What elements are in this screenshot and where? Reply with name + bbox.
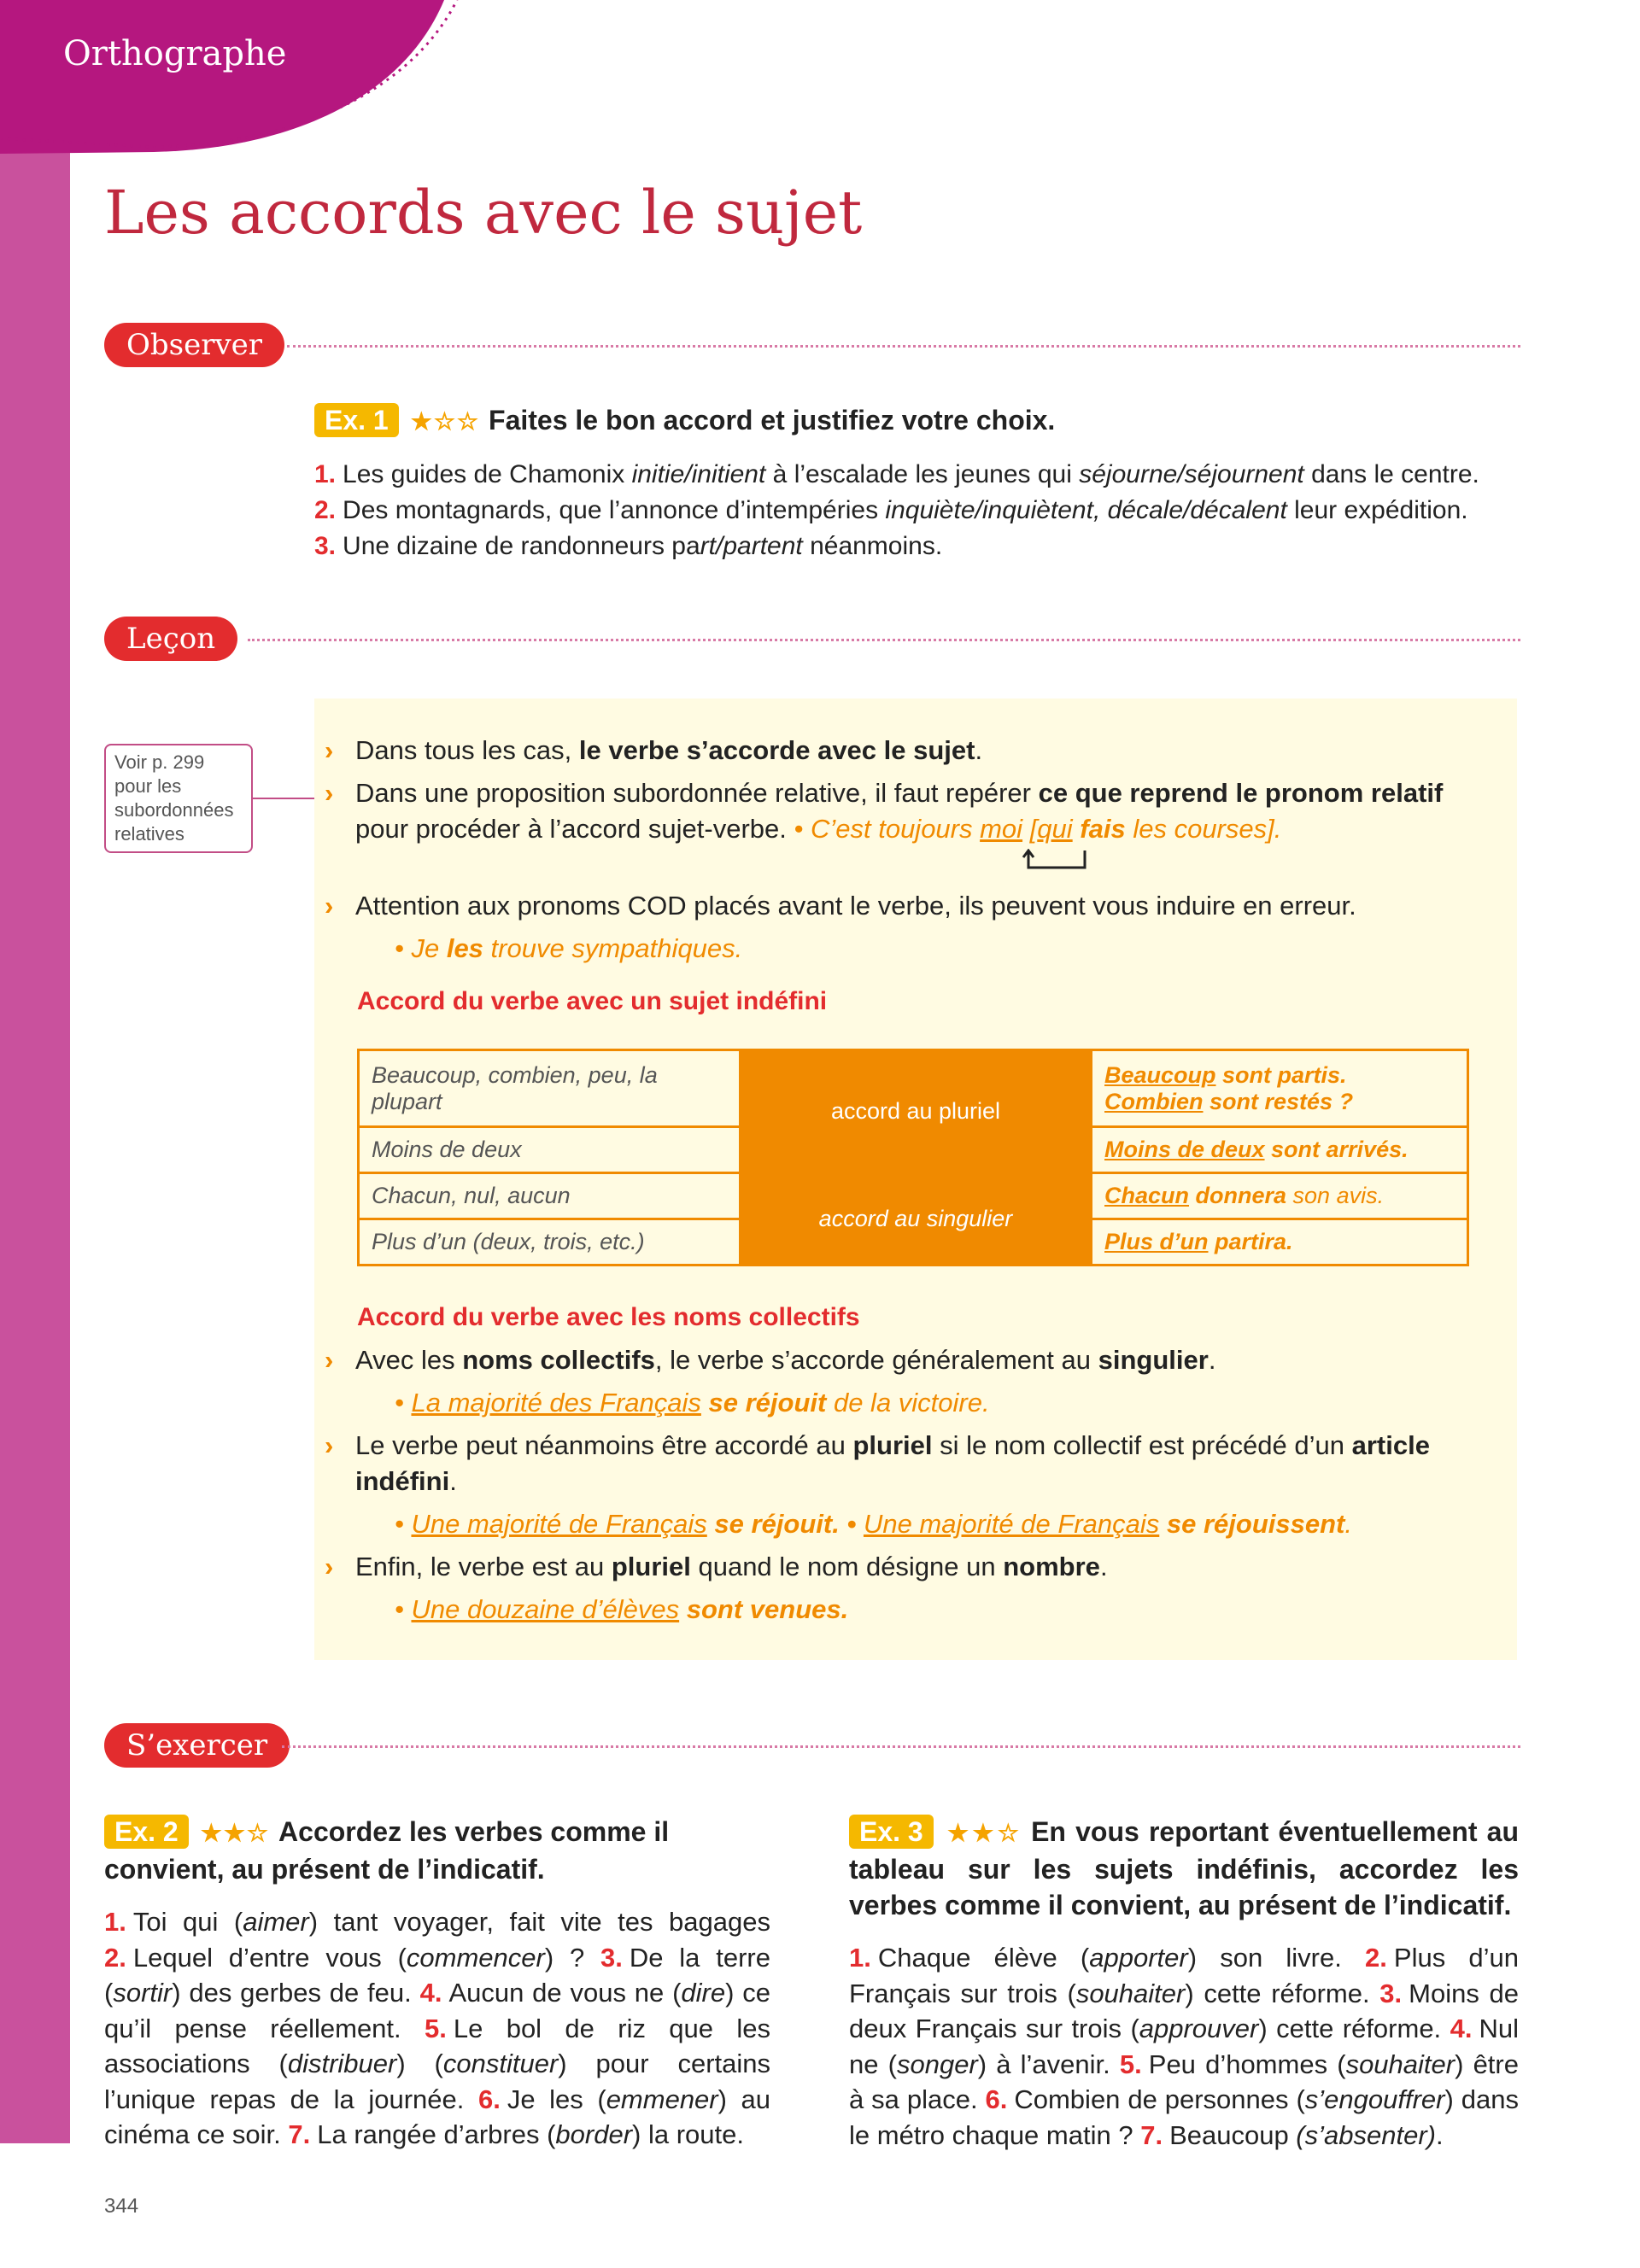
ex3-heading	[849, 1814, 1519, 1923]
section-label: Orthographe	[63, 34, 287, 73]
lecon-pill: Leçon	[104, 617, 237, 661]
list-item: 6. Combien de personnes (s’engouffrer) dans le métro chaque matin ?	[849, 2084, 1519, 2150]
page-title: Les accords avec le sujet	[104, 178, 863, 248]
rule-3-example: • Je les trouve sympathiques.	[395, 933, 743, 963]
sexercer-pill: S’exercer	[104, 1723, 290, 1768]
collectifs-example-3: • Une douzaine d’élèves sont venues.	[395, 1594, 849, 1624]
ex1-heading	[314, 403, 1055, 437]
chevron-right-icon: ›	[325, 891, 334, 921]
ex1-instruction: Faites le bon accord et justifiez votre choix.	[489, 405, 1056, 435]
ex3-label: Ex. 3	[849, 1815, 934, 1849]
list-item: 4. Nul ne (songer) à l’avenir.	[849, 2014, 1519, 2079]
observer-pill: Observer	[104, 323, 284, 367]
indefini-heading: Accord du verbe avec un sujet indéfini	[357, 987, 828, 1015]
table-row: Plus d’un (deux, trois, etc.) Plus d’un partira.	[359, 1219, 1468, 1266]
ex2-label: Ex. 2	[104, 1815, 189, 1849]
list-item: 3. Moins de deux Français sur trois (approuver) cette réforme.	[849, 1978, 1519, 2043]
chevron-right-icon: ›	[325, 735, 334, 765]
list-item: 7. Beaucoup (s’absenter).	[1140, 2119, 1444, 2150]
left-margin-band	[0, 0, 70, 2143]
ex1-label: Ex. 1	[314, 403, 399, 437]
ex3-instruction: En vous reportant éventuellement au tableau sur les sujets indéfinis, accordez les verbes comme il convient, au présent de l’indicatif.	[849, 1816, 1519, 1920]
collectifs-example-1: • La majorité des Français se réjouit de la victoire.	[395, 1388, 990, 1418]
indefini-table	[357, 1049, 1469, 1266]
rule-2: › Dans une proposition subordonnée relative, il faut repérer ce que reprend le pronom relatif pour procéder à l’accord sujet-verbe. • C’est toujours moi [qui fais les courses].	[355, 775, 1491, 847]
table-row: Chacun, nul, aucun accord au singulier Chacun donnera son avis.	[359, 1173, 1468, 1219]
list-item: 5. Le bol de riz que les associations (distribuer) (constituer) pour certains l’unique repas de la journée.	[104, 2013, 771, 2114]
chevron-right-icon: ›	[325, 1345, 334, 1375]
list-item: 2. Plus d’un Français sur trois (souhaiter) cette réforme.	[849, 1943, 1519, 2008]
ex1-stars: ★☆☆	[410, 408, 481, 435]
relative-arrow-icon	[1022, 849, 1090, 874]
collectifs-heading: Accord du verbe avec les noms collectifs	[357, 1303, 860, 1331]
list-item: 3. De la terre (sortir) des gerbes de feu.	[104, 1942, 770, 2008]
header-corner-shape	[0, 0, 478, 171]
lecon-divider	[248, 639, 1520, 641]
collectifs-rule-2: › Le verbe peut néanmoins être accordé au pluriel si le nom collectif est précédé d’un article indéfini.	[355, 1428, 1491, 1499]
chevron-right-icon: ›	[325, 1552, 334, 1581]
list-item: 5. Peu d’hommes (souhaiter) être à sa place.	[849, 2049, 1519, 2114]
chevron-right-icon: ›	[325, 778, 334, 808]
page-number: 344	[104, 2195, 139, 2218]
collectifs-rule-3: › Enfin, le verbe est au pluriel quand le nom désigne un nombre.	[355, 1549, 1491, 1585]
list-item: 1. Chaque élève (apporter) son livre.	[849, 1943, 1342, 1973]
ex3-items	[849, 1940, 1519, 2153]
sexercer-divider	[282, 1745, 1520, 1748]
ex2-stars: ★★☆	[200, 1820, 271, 1846]
list-item: 7. La rangée d’arbres (border) la route.	[288, 2119, 744, 2149]
rule-3: › Attention aux pronoms COD placés avant le verbe, ils peuvent vous induire en erreur.	[355, 888, 1491, 924]
list-item: 2. Des montagnards, que l’annonce d’intempéries inquiète/inquiètent, décale/décalent leur expédition.	[314, 496, 1468, 524]
list-item: 1. Toi qui (aimer) tant voyager, fait vite tes bagages	[104, 1907, 770, 1937]
list-item: 6. Je les (emmener) au cinéma ce soir.	[104, 2084, 771, 2149]
ex2-instruction: Accordez les verbes comme il convient, au présent de l’indicatif.	[104, 1816, 670, 1885]
chevron-right-icon: ›	[325, 1430, 334, 1460]
rule-1: › Dans tous les cas, le verbe s’accorde avec le sujet.	[355, 733, 1491, 769]
list-item: 2. Lequel d’entre vous (commencer) ?	[104, 1942, 585, 1973]
ex1-items	[314, 457, 1527, 564]
observer-divider	[287, 345, 1520, 348]
table-row: Moins de deux Moins de deux sont arrivés.	[359, 1127, 1468, 1173]
table-row: Beaucoup, combien, peu, la plupart accord au pluriel Beaucoup sont partis. Combien sont restés ?	[359, 1050, 1468, 1127]
list-item: 1. Les guides de Chamonix initie/initient à l’escalade les jeunes qui séjourne/séjournent dans le centre.	[314, 460, 1479, 488]
ex2-items	[104, 1904, 770, 2153]
list-item: 3. Une dizaine de randonneurs part/partent néanmoins.	[314, 532, 943, 560]
singular-cell: accord au singulier	[741, 1173, 1092, 1266]
see-also-note[interactable]: Voir p. 299 pour les subordonnées relatives	[104, 744, 253, 853]
see-also-connector	[253, 798, 314, 799]
list-item: 4. Aucun de vous ne (dire) ce qu’il pense réellement.	[104, 1978, 770, 2043]
collectifs-rule-1: › Avec les noms collectifs, le verbe s’accorde généralement au singulier.	[355, 1342, 1491, 1378]
ex3-stars: ★★☆	[945, 1820, 1023, 1846]
ex2-heading	[104, 1814, 770, 1887]
plural-cell: accord au pluriel	[741, 1050, 1092, 1173]
collectifs-example-2: • Une majorité de Français se réjouit. • Une majorité de Français se réjouissent.	[395, 1509, 1352, 1539]
